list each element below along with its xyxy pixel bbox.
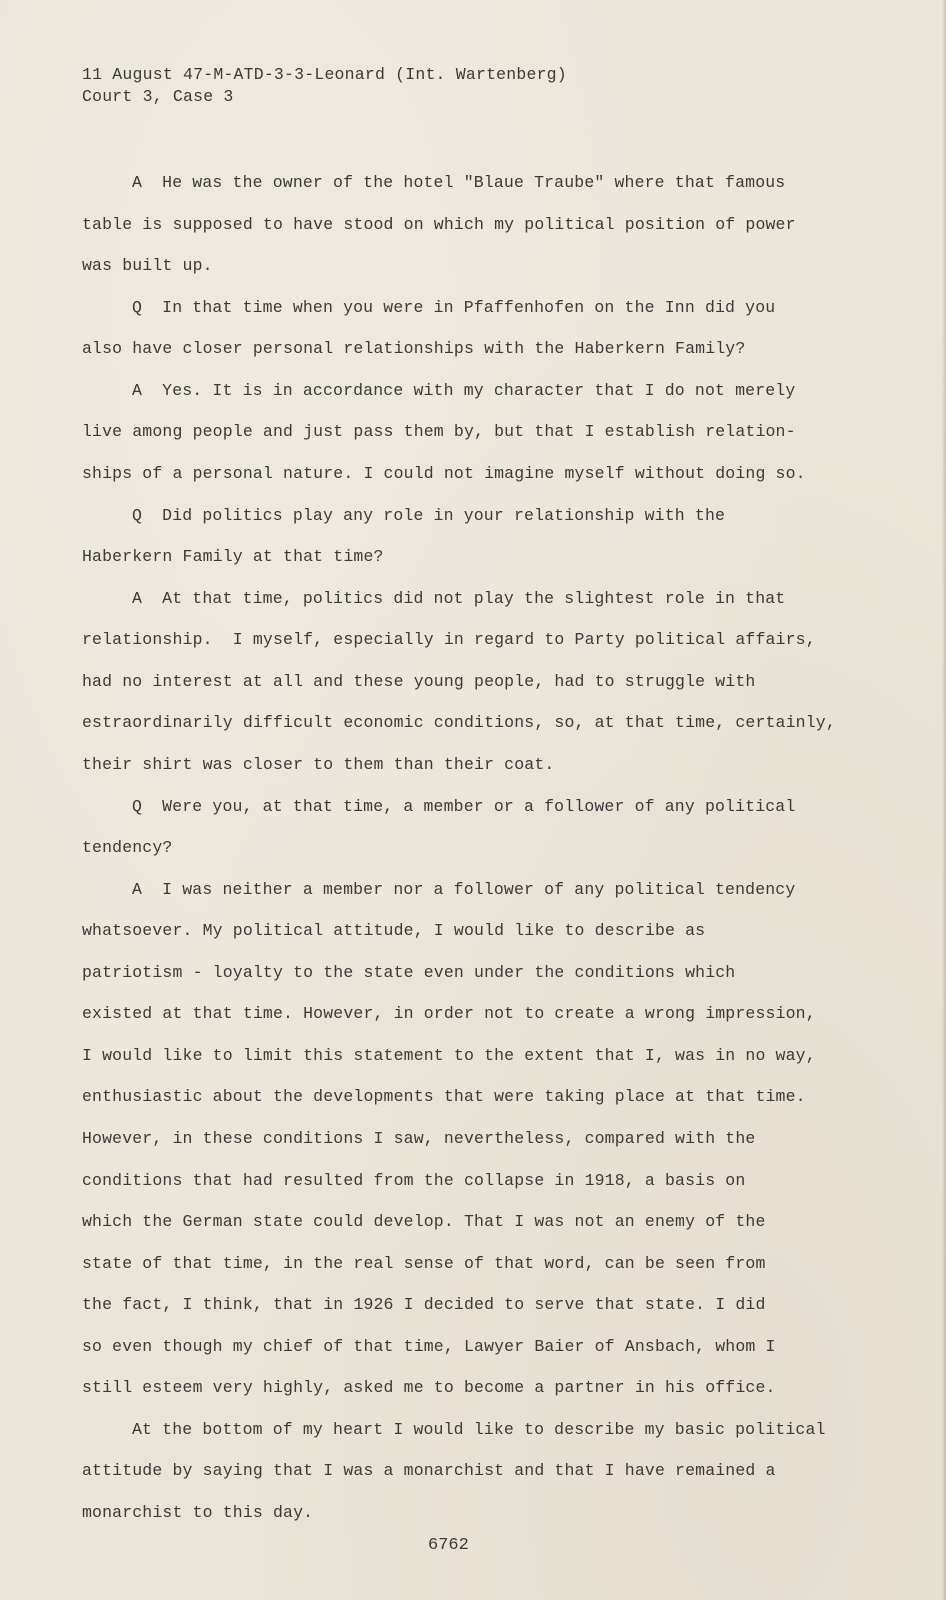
text-line: had no interest at all and these young people, had to struggle with [82, 672, 756, 691]
text-line: whatsoever. My political attitude, I would like to describe as [82, 921, 706, 940]
text-line: monarchist to this day. [82, 1503, 314, 1522]
text-line: existed at that time. However, in order not to create a wrong impression, [82, 1004, 816, 1023]
text-line: A At that time, politics did not play the slightest role in that [132, 589, 786, 608]
text-line: the fact, I think, that in 1926 I decided to serve that state. I did [82, 1295, 766, 1314]
text-line: attitude by saying that I was a monarchist and that I have remained a [82, 1461, 776, 1480]
text-line: At the bottom of my heart I would like to describe my basic political [132, 1420, 826, 1439]
text-line: state of that time, in the real sense of that word, can be seen from [82, 1254, 766, 1273]
page-number: 6762 [428, 1536, 469, 1555]
page-edge-shadow [942, 0, 946, 1600]
text-line: I would like to limit this statement to the extent that I, was in no way, [82, 1046, 816, 1065]
text-line: which the German state could develop. That I was not an enemy of the [82, 1212, 766, 1231]
text-line: Haberkern Family at that time? [82, 547, 384, 566]
text-line: A I was neither a member nor a follower of any political tendency [132, 880, 796, 899]
text-line: A He was the owner of the hotel "Blaue Traube" where that famous [132, 173, 786, 192]
text-line: estraordinarily difficult economic conditions, so, at that time, certainly, [82, 713, 836, 732]
text-line: live among people and just pass them by, but that I establish relation- [82, 422, 796, 441]
text-line: ships of a personal nature. I could not imagine myself without doing so. [82, 464, 806, 483]
text-line: Q In that time when you were in Pfaffenhofen on the Inn did you [132, 298, 776, 317]
text-line: their shirt was closer to them than their coat. [82, 755, 555, 774]
text-line: patriotism - loyalty to the state even under the conditions which [82, 963, 736, 982]
text-line: Q Did politics play any role in your relationship with the [132, 506, 726, 525]
text-line: so even though my chief of that time, Lawyer Baier of Ansbach, whom I [82, 1337, 776, 1356]
text-line: also have closer personal relationships with the Haberkern Family? [82, 339, 746, 358]
text-line: However, in these conditions I saw, nevertheless, compared with the [82, 1129, 756, 1148]
document-header [82, 64, 567, 108]
header-court-case: Court 3, Case 3 [82, 87, 234, 106]
text-line: conditions that had resulted from the collapse in 1918, a basis on [82, 1171, 746, 1190]
text-line: tendency? [82, 838, 173, 857]
header-date-reference: 11 August 47-M-ATD-3-3-Leonard (Int. Wartenberg) [82, 65, 567, 84]
text-line: relationship. I myself, especially in regard to Party political affairs, [82, 630, 816, 649]
text-line: enthusiastic about the developments that were taking place at that time. [82, 1087, 806, 1106]
text-line: Q Were you, at that time, a member or a follower of any political [132, 797, 796, 816]
text-line: was built up. [82, 256, 213, 275]
text-line: table is supposed to have stood on which my political position of power [82, 215, 796, 234]
text-line: still esteem very highly, asked me to become a partner in his office. [82, 1378, 776, 1397]
text-line: A Yes. It is in accordance with my character that I do not merely [132, 381, 796, 400]
